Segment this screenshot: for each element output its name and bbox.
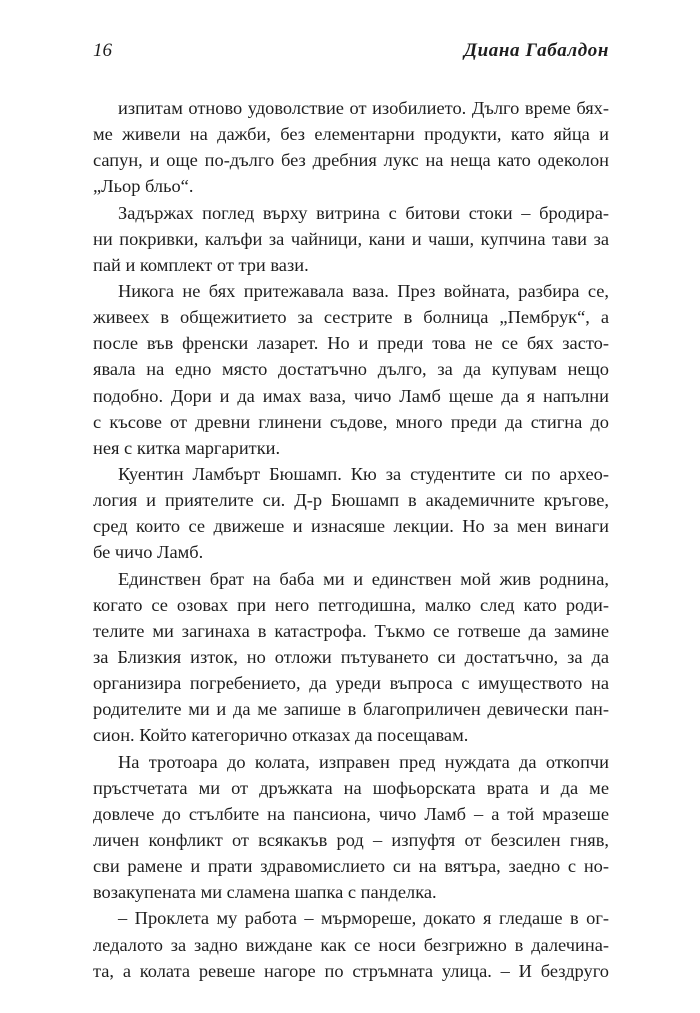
text-line: ледалото за задно виждане как се носи безгрижно в далечина- bbox=[93, 934, 609, 955]
text-line: логия и приятелите си. Д-р Бюшамп в академичните кръгове, bbox=[93, 490, 609, 511]
text-line: та, а колата ревеше нагоре по стръмната улица. – И бездруго bbox=[93, 960, 609, 981]
text-line: когато се озовах при него петгодишна, малко след като роди- bbox=[93, 594, 609, 615]
paragraph bbox=[93, 200, 609, 278]
text-line: телите ми загинаха в катастрофа. Тъкмо се готвеше да замине bbox=[93, 620, 609, 641]
paragraph bbox=[93, 278, 609, 461]
paragraph bbox=[93, 905, 609, 983]
text-line: пръстчетата ми от дръжката на шофьорската врата и да ме bbox=[93, 777, 609, 798]
text-line: сред които се движеше и изнасяше лекции. Но за мен винаги bbox=[93, 516, 609, 537]
text-line: с късове от древни глинени съдове, много преди да стигна до bbox=[93, 411, 609, 432]
running-title: Диана Габалдон bbox=[464, 40, 609, 61]
page-header bbox=[93, 40, 609, 74]
text-line: живеех в общежитието за сестрите в болница „Пембрук“, а bbox=[93, 307, 609, 328]
paragraph bbox=[93, 749, 609, 906]
text-line: подобно. Дори и да имах ваза, чичо Ламб щеше да я напълни bbox=[93, 385, 609, 406]
text-line: сапун, и още по-дълго без дребния лукс на неща като одеколон bbox=[93, 150, 609, 171]
text-line: довлече до стълбите на пансиона, чичо Ламб – а той мразеше bbox=[93, 803, 609, 824]
paragraph bbox=[93, 566, 609, 749]
text-line: сион. Който категорично отказах да посещавам. bbox=[93, 725, 469, 746]
text-line: после във френски лазарет. Но и преди това не се бях засто- bbox=[93, 333, 609, 354]
text-line: Никога не бях притежавала ваза. През войната, разбира се, bbox=[118, 280, 609, 301]
text-line: бе чичо Ламб. bbox=[93, 542, 204, 563]
text-line: родителите ми и да ме запише в благоприличен девически пан- bbox=[93, 699, 609, 720]
paragraph bbox=[93, 461, 609, 566]
text-line: Куентин Ламбърт Бюшамп. Кю за студентите си по архео- bbox=[118, 463, 609, 484]
body-text bbox=[93, 95, 609, 984]
text-line: пай и комплект от три вази. bbox=[93, 254, 309, 275]
text-line: – Проклета му работа – мърмореше, докато я гледаше в ог- bbox=[118, 908, 609, 929]
page-number: 16 bbox=[93, 40, 112, 61]
text-line: за Близкия изток, но отложи пътуването си достатъчно, за да bbox=[93, 646, 609, 667]
text-line: ни покривки, калъфи за чайници, кани и чаши, купчина тави за bbox=[93, 228, 609, 249]
text-line: изпитам отново удоволствие от изобилието. Дълго време бях- bbox=[118, 98, 609, 118]
text-line: явала на едно място достатъчно дълго, за да купувам нещо bbox=[93, 359, 609, 380]
text-line: организира погребението, да уреди въпроса с имуществото на bbox=[93, 673, 609, 694]
text-line: сви рамене и прати здравомислието си на вятъра, заедно с но- bbox=[93, 856, 609, 877]
text-line: Единствен брат на баба ми и единствен мой жив роднина, bbox=[118, 568, 609, 589]
text-line: возакупената ми сламена шапка с панделка. bbox=[93, 882, 437, 903]
text-line: нея с китка маргаритки. bbox=[93, 437, 281, 458]
text-line: На тротоара до колата, изправен пред нуждата да откопчи bbox=[118, 751, 609, 772]
paragraph bbox=[93, 95, 609, 200]
text-line: Задържах поглед върху витрина с битови стоки – бродира- bbox=[118, 202, 609, 223]
text-line: личен конфликт от всякакъв род – изпуфтя от безсилен гняв, bbox=[93, 829, 609, 850]
text-line: ме живели на дажби, без елементарни продукти, като яйца и bbox=[93, 124, 609, 145]
text-line: „Льор бльо“. bbox=[93, 176, 194, 197]
